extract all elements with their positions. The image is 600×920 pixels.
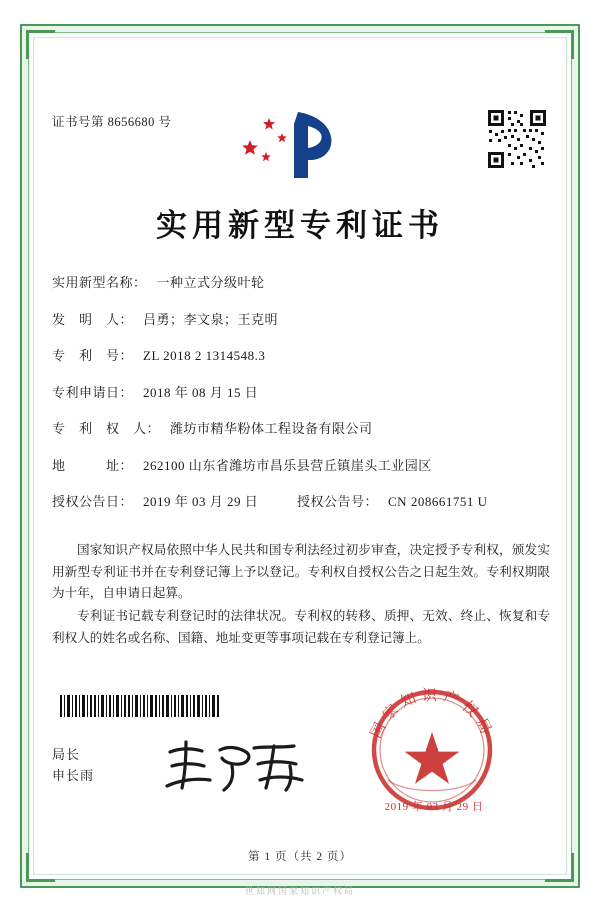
field-grant-date [52, 491, 297, 510]
field-label: 发 明 人： [52, 311, 134, 327]
signer-role: 局长 [52, 747, 81, 762]
certificate-number: 证书号第 8656680 号 [52, 115, 172, 129]
field-label: 授权公告日： [52, 494, 134, 509]
barcode [60, 695, 220, 717]
legal-paragraph-1: 国家知识产权局依照中华人民共和国专利法经过初步审查，决定授予专利权，颁发实用新型专利证书并在专利登记簿上予以登记。专利权自授权公告之日起生效。专利权期限为十年，自申请日起算。 [52, 543, 550, 601]
field-label: 专 利 号： [52, 348, 134, 363]
legal-text [52, 540, 550, 650]
field-grant-row [52, 491, 548, 510]
footer-note: 世知网国家知识产权局 [244, 886, 355, 896]
field-value: 2018 年 08 月 15 日 [143, 384, 259, 400]
field-value: ZL 2018 2 1314548.3 [143, 348, 266, 363]
field-value: 262100 山东省潍坊市昌乐县营丘镇崖头工业园区 [143, 457, 432, 473]
field-label: 地 址： [52, 457, 134, 473]
signer-name: 申长雨 [52, 768, 95, 784]
svg-text:国家知识产权局: 国家知识产权局 [368, 688, 496, 741]
certificate-fields [52, 272, 548, 524]
field-inventors [52, 309, 548, 328]
qr-code-icon [486, 108, 548, 170]
legal-paragraph-2: 专利证书记载专利登记时的法律状况。专利权的转移、质押、无效、终止、恢复和专利权人的姓名或名称、国籍、地址变更等事项记载在专利登记簿上。 [52, 608, 550, 645]
page-title: 实用新型专利证书 [156, 208, 444, 244]
field-value: 吕勇；李文泉；王克明 [143, 311, 279, 327]
field-patentee [52, 418, 548, 437]
field-patent-number [52, 345, 548, 364]
field-value: 2019 年 03 月 29 日 [143, 494, 259, 509]
page-indicator: 第 1 页（共 2 页） [248, 851, 352, 863]
seal-date: 2019 年 03 月 29 日 [384, 801, 484, 813]
field-value: 潍坊市精华粉体工程设备有限公司 [170, 421, 373, 436]
field-utility-model-name [52, 272, 548, 291]
field-label: 专利申请日： [52, 384, 134, 400]
handwritten-signature [162, 736, 312, 796]
field-label: 授权公告号： [297, 494, 379, 509]
field-value: 一种立式分级叶轮 [156, 275, 265, 290]
corner-ornament-top-right [545, 30, 574, 59]
field-address [52, 455, 548, 474]
signer-block [52, 744, 94, 787]
field-value: CN 208661751 U [388, 494, 488, 509]
field-application-date [52, 382, 548, 401]
cnipa-logo-icon [236, 100, 356, 186]
corner-ornament-top-left [26, 30, 55, 59]
field-label: 专 利 权 人： [52, 421, 161, 436]
field-label: 实用新型名称： [52, 275, 147, 290]
field-grant-publication-number [297, 491, 548, 510]
